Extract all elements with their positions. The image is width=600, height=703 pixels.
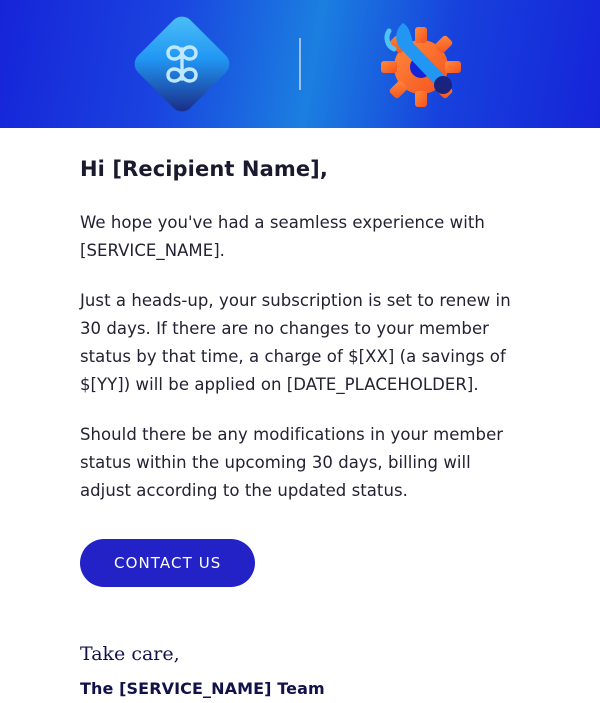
infinity-diamond-logo-icon: [127, 9, 237, 119]
vertical-divider: [299, 38, 301, 90]
contact-us-button[interactable]: CONTACT US: [80, 539, 255, 587]
email-body: [0, 128, 600, 698]
paragraph-status-change: Should there be any modifications in your member status within the upcoming 30 days, billing will adjust according to the updated status.: [80, 425, 504, 501]
signoff-block: [80, 643, 520, 698]
signoff-closing: Take care,: [80, 643, 180, 666]
header-logo-row: [0, 0, 600, 128]
greeting-text: Hi [Recipient Name],: [80, 157, 328, 181]
paragraph-renewal-notice: Just a heads-up, your subscription is set to renew in 30 days. If there are no changes to your member status by that time, a charge of $[XX] (a savings of $[YY]) will be applied on [DATE_PLACEHOLDER].: [80, 291, 511, 395]
cta-container: [80, 539, 520, 587]
paragraph-intro: We hope you've had a seamless experience with [SERVICE_NAME].: [80, 213, 485, 261]
signoff-team-name: The [SERVICE_NAME] Team: [80, 679, 325, 699]
gear-wrench-logo-icon: [363, 9, 473, 119]
email-header-banner: [0, 0, 600, 128]
